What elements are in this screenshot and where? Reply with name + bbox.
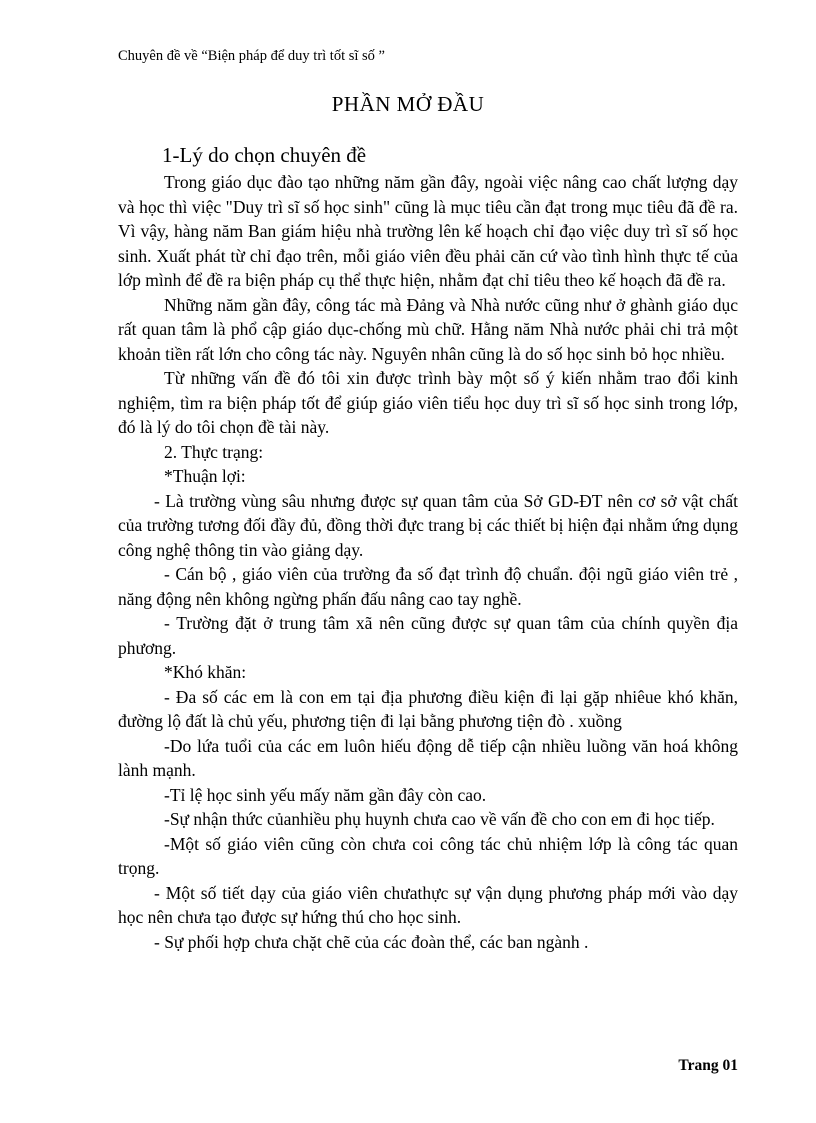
page-number: Trang 01 xyxy=(678,1057,738,1074)
difficulties-label: *Khó khăn: xyxy=(164,662,247,682)
difficulty-item: -Sự nhận thức củanhiều phụ huynh chưa cao về vấn đề cho con em đi học tiếp. xyxy=(164,809,715,829)
section-heading-reasons: 1-Lý do chọn chuyên đề xyxy=(162,143,367,167)
page-title: PHẦN MỞ ĐẦU xyxy=(331,92,485,116)
advantage-item: - Trường đặt ở trung tâm xã nên cũng được sự quan tâm của chính quyền địa phương. xyxy=(118,613,738,658)
running-header: Chuyên đề về “Biện pháp để duy trì tốt sĩ số ” xyxy=(118,48,385,64)
difficulty-item: - Sự phối hợp chưa chặt chẽ của các đoàn thể, các ban ngành . xyxy=(154,931,589,952)
advantages-label: *Thuận lợi: xyxy=(164,466,246,486)
difficulty-item: - Đa số các em là con em tại địa phương điều kiện đi lại gặp nhiêue khó khăn, đường lộ đất là chủ yếu, phương tiện đi lại bằng phương tiện đò . xuồng xyxy=(118,686,738,731)
paragraph: Từ những vấn đề đó tôi xin được trình bày một số ý kiến nhằm trao đổi kinh nghiệm, tìm ra biện pháp tốt để giúp giáo viên tiểu học duy trì sĩ số học sinh trong lớp, đó là lý do tôi chọn đề tài này. xyxy=(118,368,738,437)
difficulty-item: -Tỉ lệ học sinh yếu mấy năm gần đây còn cao. xyxy=(164,784,487,805)
advantage-item: - Là trường vùng sâu nhưng được sự quan tâm của Sở GD-ĐT nên cơ sở vật chất của trường tương đối đầy đủ, đồng thời đực trang bị các thiết bị hiện đại nhằm ứng dụng công nghệ thông tin vào giảng dạy. xyxy=(118,490,738,560)
difficulty-item: -Một số giáo viên cũng còn chưa coi công tác chủ nhiệm lớp là công tác quan trọng. xyxy=(118,833,738,878)
section-heading-status: 2. Thực trạng: xyxy=(164,441,264,462)
paragraph: Trong giáo dục đào tạo những năm gần đây, ngoài việc nâng cao chất lượng dạy và học thì việc "Duy trì sĩ số học sinh" cũng là mục tiêu cần đạt trong mục tiêu đã đề ra. Vì vậy, hàng năm Ban giám hiệu nhà trường lên kế hoạch chỉ đạo việc duy trì sĩ số học sinh. Xuất phát từ chỉ đạo trên, mỗi giáo viên đều phải căn cứ vào tình hình thực tế của lớp mình để đề ra biện pháp cụ thể thực hiện, nhằm đạt chỉ tiêu theo kế hoạch đã đề ra. xyxy=(118,172,738,290)
document-body xyxy=(118,140,738,954)
advantage-item: - Cán bộ , giáo viên của trường đa số đạt trình độ chuẩn. đội ngũ giáo viên trẻ , năng động nên không ngừng phấn đấu nâng cao tay nghề. xyxy=(118,564,738,609)
difficulty-item: -Do lứa tuổi của các em luôn hiếu động dễ tiếp cận nhiều luồng văn hoá không lành mạnh. xyxy=(118,735,738,780)
paragraph: Những năm gần đây, công tác mà Đảng và Nhà nước cũng như ở ghành giáo dục rất quan tâm là phổ cập giáo dục-chống mù chữ. Hằng năm Nhà nước phải chi trả một khoản tiền rất lớn cho công tác này. Nguyên nhân cũng là do số học sinh bỏ học nhiều. xyxy=(118,294,738,364)
difficulty-item: - Một số tiết dạy của giáo viên chưathực sự vận dụng phương pháp mới vào dạy học nên chưa tạo được sự hứng thú cho học sinh. xyxy=(118,882,738,927)
